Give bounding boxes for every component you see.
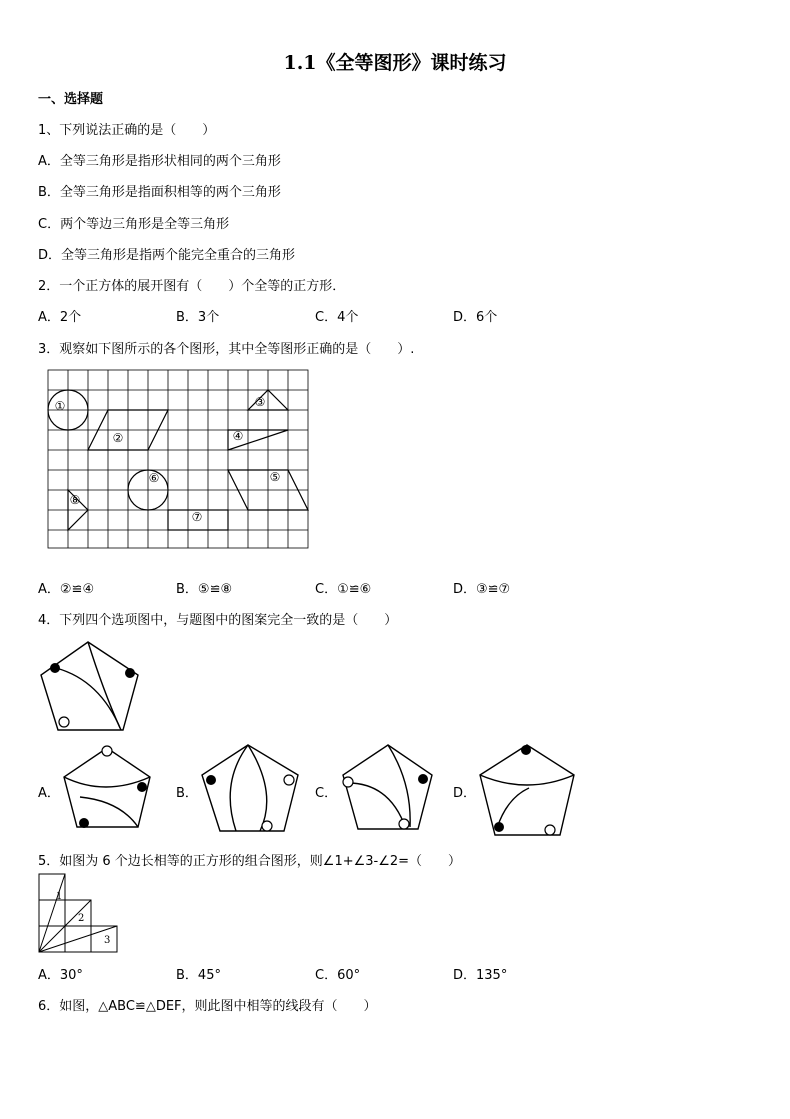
- q4-option-b-pentagon[interactable]: [198, 743, 303, 835]
- q2-option-d[interactable]: D．6个: [453, 310, 498, 325]
- angle-3-label: 3: [104, 935, 111, 946]
- page-title: 1.1《全等图形》课时练习: [283, 52, 507, 74]
- q2-stem: 2．一个正方体的展开图有（ ）个全等的正方形．: [38, 279, 346, 294]
- label-5: ⑤: [269, 470, 281, 484]
- q1-option-c[interactable]: C．两个等边三角形是全等三角形: [38, 217, 230, 232]
- q4-option-a[interactable]: A．: [38, 786, 60, 801]
- q2-option-b[interactable]: B．3个: [176, 310, 220, 325]
- q4-option-d[interactable]: D．: [453, 786, 477, 801]
- q2-option-a[interactable]: A．2个: [38, 310, 82, 325]
- q4-option-c-pentagon[interactable]: [340, 743, 435, 833]
- q5-option-b[interactable]: B．45°: [176, 968, 221, 983]
- q4-option-a-pentagon[interactable]: [60, 745, 155, 830]
- q4-main-pentagon: [38, 640, 143, 735]
- q6-stem: 6．如图，△ABC≌△DEF，则此图中相等的线段有（ ）: [38, 999, 377, 1014]
- q5-option-d[interactable]: D．135°: [453, 968, 508, 983]
- q3-option-d[interactable]: D．③≌⑦: [453, 582, 511, 597]
- q4-option-c[interactable]: C．: [315, 786, 338, 801]
- section-heading: 一、选择题: [38, 92, 104, 107]
- angle-1-label: 1: [56, 891, 63, 902]
- q1-option-a[interactable]: A．全等三角形是指形状相同的两个三角形: [38, 154, 281, 169]
- q1-option-d[interactable]: D．全等三角形是指两个能完全重合的三角形: [38, 248, 296, 263]
- q2-option-c[interactable]: C．4个: [315, 310, 359, 325]
- label-2: ②: [112, 431, 124, 445]
- label-7: ⑦: [191, 510, 203, 524]
- q1-option-b[interactable]: B．全等三角形是指面积相等的两个三角形: [38, 185, 281, 200]
- q3-option-b[interactable]: B．⑤≌⑧: [176, 582, 233, 597]
- q3-stem: 3．观察如下图所示的各个图形，其中全等图形正确的是（ ）.: [38, 342, 415, 357]
- label-1: ①: [54, 399, 66, 413]
- label-4: ④: [232, 429, 244, 443]
- shape-2-parallelogram: [88, 410, 168, 450]
- shape-5-parallelogram: [228, 470, 308, 510]
- label-3: ③: [254, 395, 266, 409]
- q3-option-c[interactable]: C．①≌⑥: [315, 582, 372, 597]
- q1-stem: 1、下列说法正确的是（ ）: [38, 123, 216, 138]
- q5-squares-figure: [38, 873, 120, 955]
- q3-option-a[interactable]: A．②≌④: [38, 582, 95, 597]
- q5-option-c[interactable]: C．60°: [315, 968, 361, 983]
- q4-stem: 4．下列四个选项图中，与题图中的图案完全一致的是（ ）: [38, 613, 398, 628]
- q3-grid-figure: [48, 370, 310, 550]
- label-8: ⑧: [69, 493, 81, 507]
- q4-option-d-pentagon[interactable]: [477, 743, 577, 838]
- angle-2-label: 2: [78, 913, 85, 924]
- q5-stem: 5．如图为 6 个边长相等的正方形的组合图形，则∠1+∠3-∠2=（ ）: [38, 854, 462, 869]
- label-6: ⑥: [148, 471, 160, 485]
- q4-option-b[interactable]: B．: [176, 786, 198, 801]
- q5-option-a[interactable]: A．30°: [38, 968, 83, 983]
